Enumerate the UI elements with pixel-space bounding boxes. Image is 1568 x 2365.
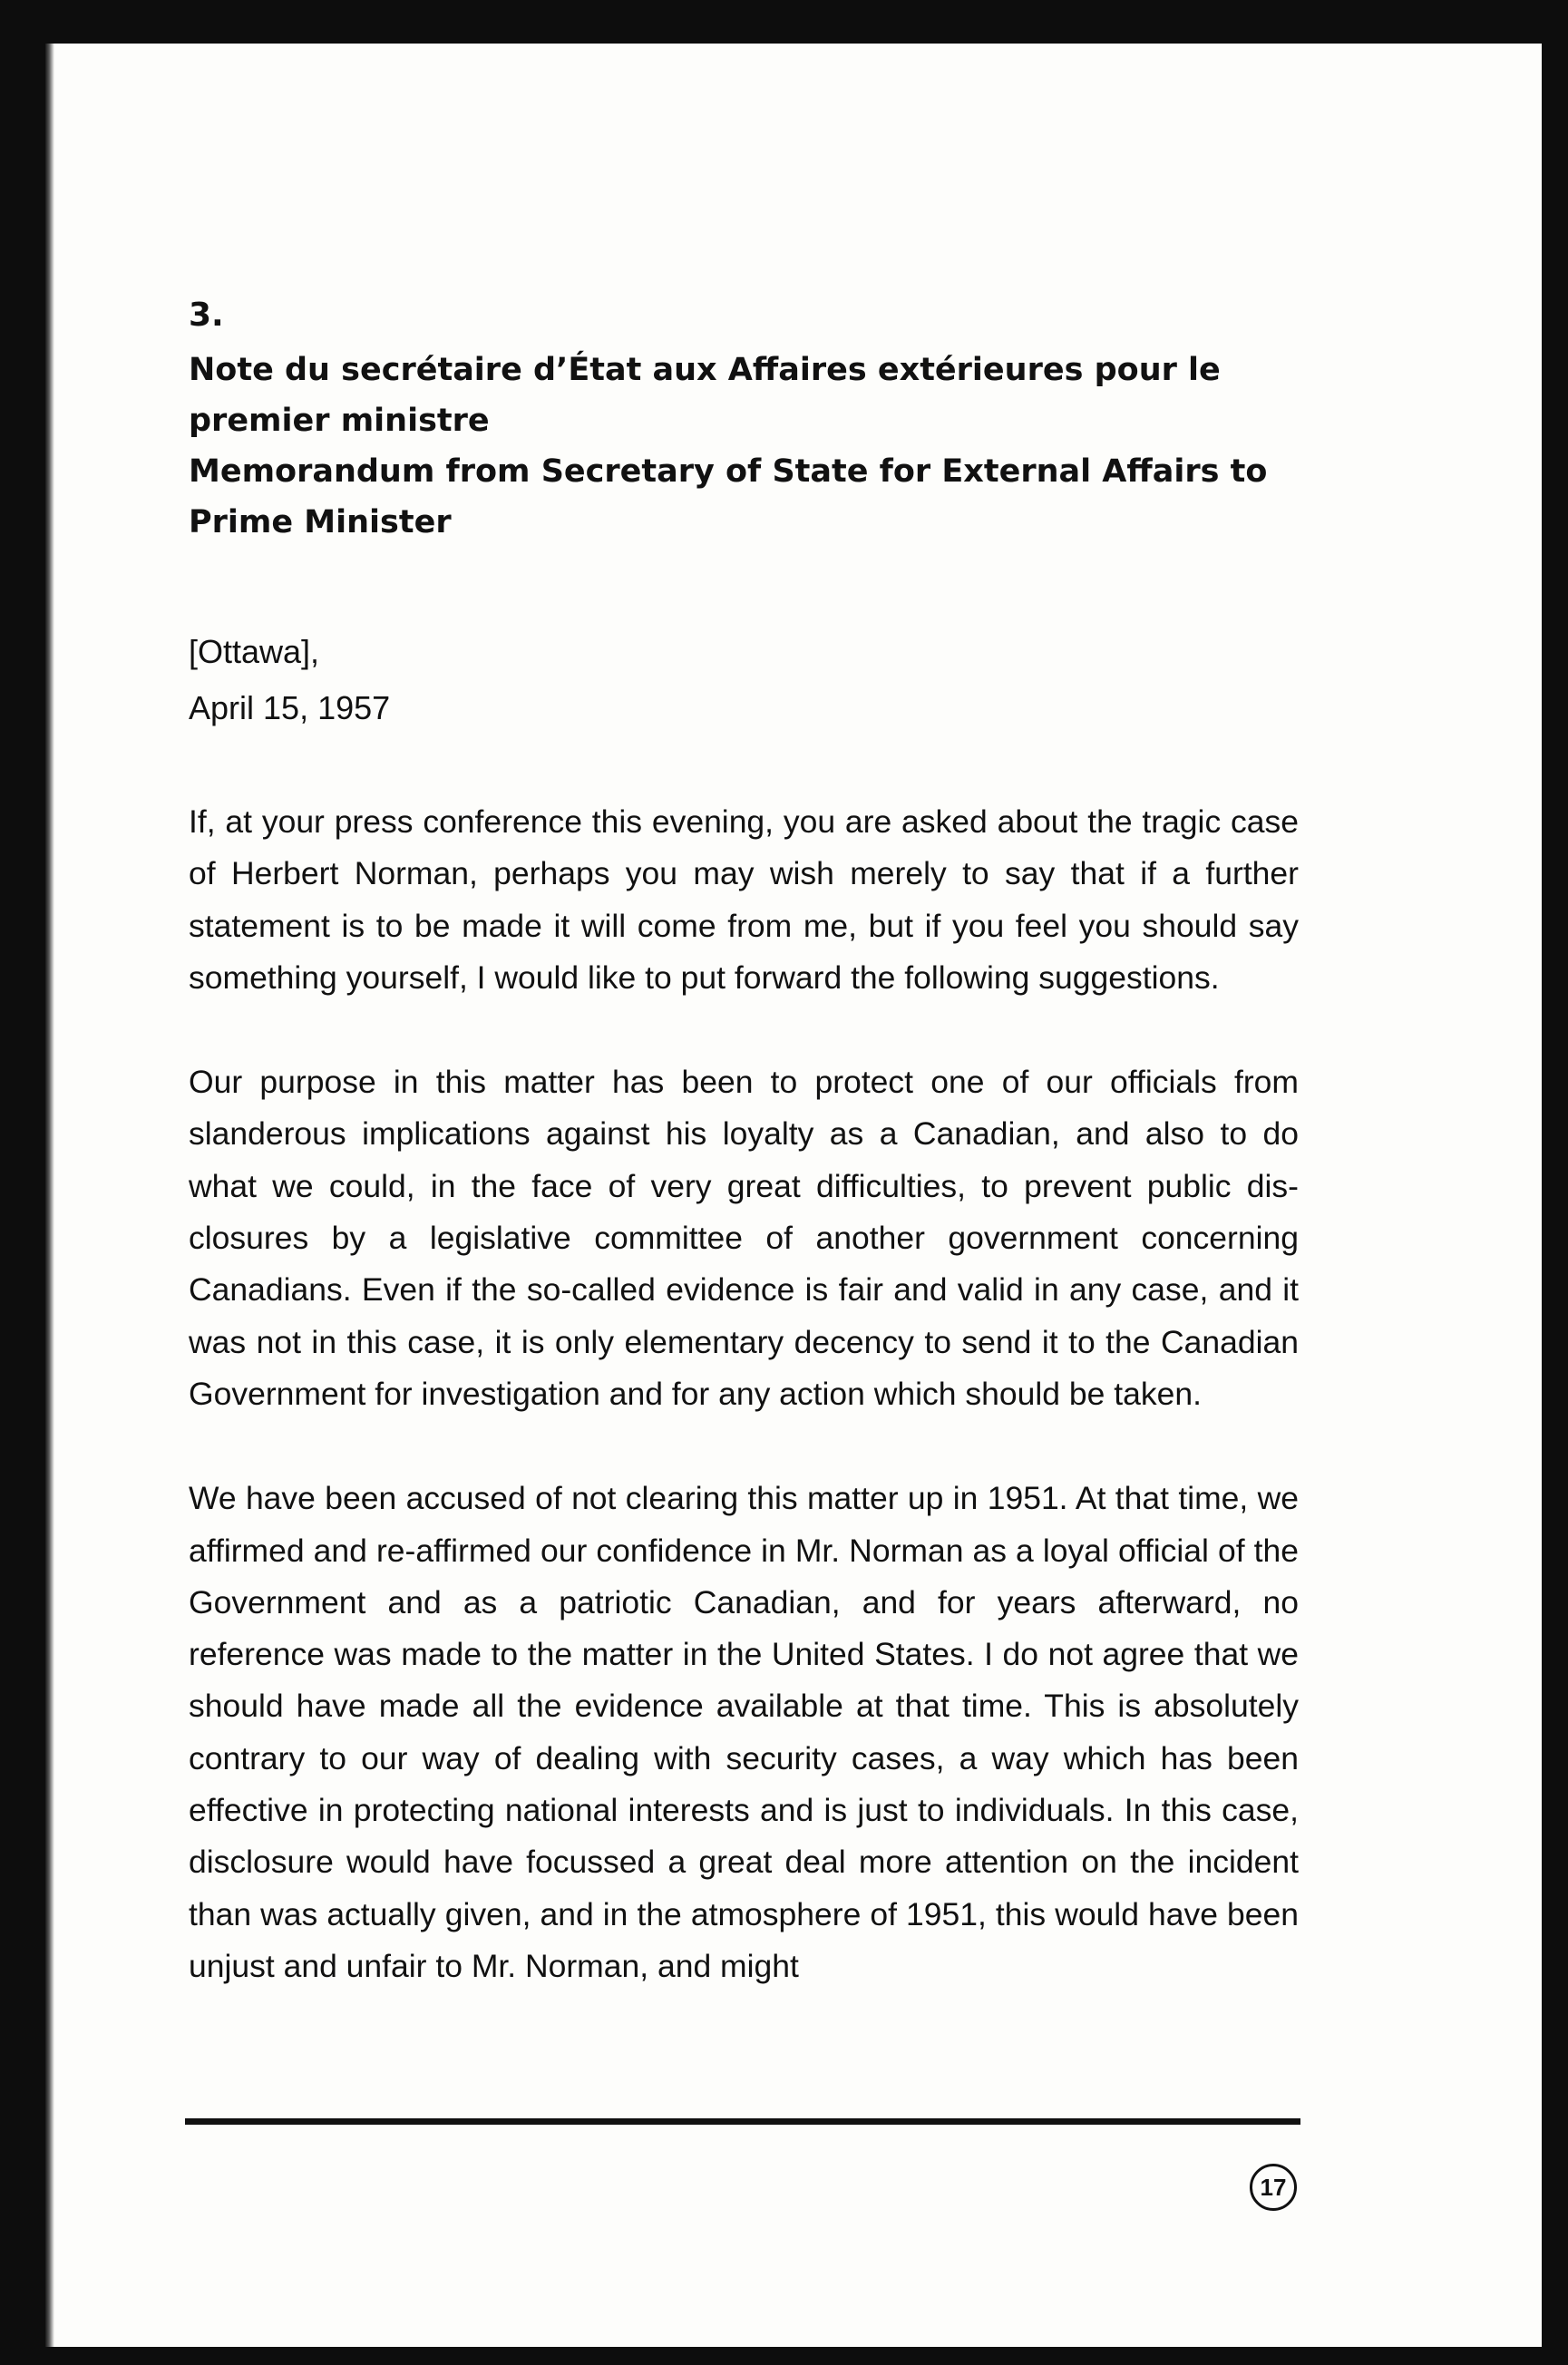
body-paragraph-1: If, at your press conference this evening, you are asked about the tragic case of Herbert Norman, perhaps you may wish merely to say that if a further statement is to be made it will come from me, but if you feel you should say something yourself, I would like to put forward the following suggestions. [189,803,1299,996]
page-number: 17 [1250,2164,1297,2211]
footer-rule [185,2118,1300,2125]
scan-border-top [0,0,1568,44]
scan-border-bottom [0,2347,1568,2365]
memo-body [189,796,1299,1992]
document-title-french: Note du secrétaire d’État aux Affaires extérieures pour le premier ministre [189,352,1221,439]
document-content [189,290,1299,2045]
document-title-english: Memorandum from Secretary of State for External Affairs to Prime Minister [189,453,1268,540]
scan-border-right [1542,0,1568,2365]
scan-border-left [45,44,54,2347]
body-paragraph-3: We have been accused of not clearing this matter up in 1951. At that time, we affirmed and re-affirmed our confidence in Mr. Norman as a loyal official of the Government and as a patriotic Canadian, and for years afterward, no reference was made to the matter in the United States. I do not agree that we should have made all the evidence available at that time. This is absolutely contrary to our way of dealing with security cases, a way which has been effective in protecting national interests and is just to individuals. In this case, disclosure would have focussed a great deal more attention on the incident than was actually given, and in the atmosphere of 1951, this would have been unjust and unfair to Mr. Norman, and might [189,1480,1299,1984]
dateline-place: [Ottawa], [189,633,320,670]
body-paragraph-2: Our purpose in this matter has been to protect one of our officials from slanderous implications against his loyalty as a Canadian, and also to do what we could, in the face of very great difficulties, to prevent public disclosures by a legislative committee of another government concerning Canadians. Even if the so-called evidence is fair and valid in any case, and it was not in this case, it is only elementary decency to send it to the Canadian Government for investigation and for any action which should be taken. [189,1064,1299,1412]
dateline [189,624,1299,736]
dateline-date: April 15, 1957 [189,689,391,726]
document-number: 3. [189,297,224,334]
